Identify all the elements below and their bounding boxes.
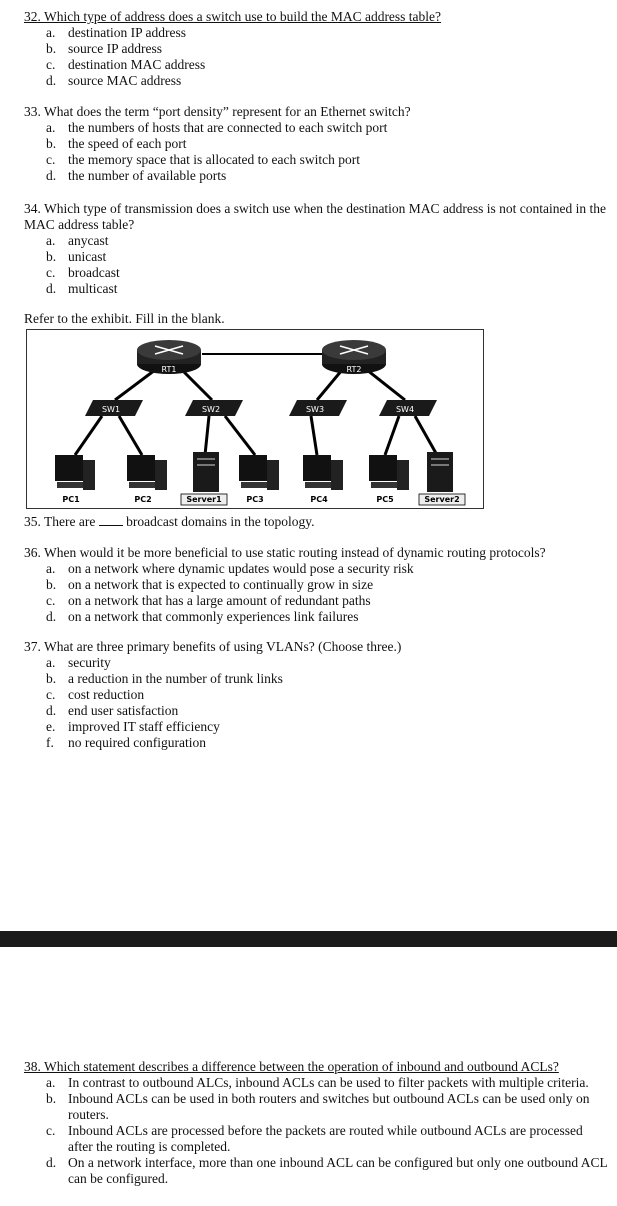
- question-stem: 33. What does the term “port density” represent for an Ethernet switch?: [24, 104, 411, 119]
- exhibit-intro: Refer to the exhibit. Fill in the blank.: [24, 311, 225, 326]
- question-stem: 32. Which type of address does a switch use to build the MAC address table?: [24, 9, 442, 24]
- option-text: source MAC address: [68, 73, 182, 88]
- option-text: the number of available ports: [68, 168, 227, 183]
- question-37: [24, 639, 609, 751]
- switch-label: SW3: [305, 405, 325, 414]
- option-b[interactable]: [24, 249, 609, 265]
- link-rt1-sw1: [115, 370, 155, 400]
- host-pc2[interactable]: [127, 455, 167, 504]
- option-b[interactable]: [24, 577, 609, 593]
- option-letter: d.: [46, 609, 57, 624]
- option-letter: d.: [46, 281, 57, 296]
- question-36: [24, 545, 609, 625]
- option-text: multicast: [68, 281, 118, 296]
- option-letter: c.: [46, 1123, 56, 1138]
- option-letter: c.: [46, 593, 56, 608]
- option-letter: d.: [46, 73, 57, 88]
- option-a[interactable]: [24, 25, 609, 41]
- option-letter: c.: [46, 152, 56, 167]
- option-text: no required configuration: [68, 735, 206, 750]
- link-rt2-sw3: [317, 370, 342, 400]
- option-d[interactable]: [24, 609, 609, 625]
- host-label: Server2: [424, 495, 460, 504]
- option-letter: a.: [46, 1075, 56, 1090]
- topology-diagram: [27, 330, 483, 508]
- access-links: [75, 416, 437, 455]
- option-c[interactable]: [24, 265, 609, 281]
- option-letter: a.: [46, 25, 56, 40]
- host-pc4[interactable]: [303, 455, 343, 504]
- option-letter: e.: [46, 719, 56, 734]
- question-34: [24, 201, 609, 297]
- uplinks: [115, 370, 405, 400]
- option-letter: d.: [46, 168, 57, 183]
- option-a[interactable]: [24, 233, 609, 249]
- question-35-tail: broadcast domains in the topology.: [122, 514, 315, 529]
- option-d[interactable]: [24, 703, 609, 719]
- option-text: improved IT staff efficiency: [68, 719, 220, 734]
- option-letter: a.: [46, 655, 56, 670]
- option-c[interactable]: [24, 57, 609, 73]
- option-text: source IP address: [68, 41, 162, 56]
- option-letter: b.: [46, 249, 57, 264]
- options-list: [24, 561, 609, 625]
- option-d[interactable]: [24, 73, 609, 89]
- option-text: the numbers of hosts that are connected to each switch port: [68, 120, 388, 135]
- question-38: [24, 1059, 609, 1187]
- option-letter: b.: [46, 577, 57, 592]
- option-a[interactable]: [24, 655, 609, 671]
- option-c[interactable]: [24, 687, 609, 703]
- option-text: In contrast to outbound ALCs, inbound ACLs can be used to filter packets with multiple criteria.: [68, 1075, 589, 1090]
- question-stem: 34. Which type of transmission does a switch use when the destination MAC address is not contained in the MAC address table?: [24, 201, 607, 232]
- question-32: [24, 9, 609, 89]
- option-letter: b.: [46, 1091, 57, 1106]
- option-text: the memory space that is allocated to each switch port: [68, 152, 361, 167]
- option-b[interactable]: [24, 41, 609, 57]
- option-letter: a.: [46, 561, 56, 576]
- option-text: on a network that is expected to continually grow in size: [68, 577, 374, 592]
- option-c[interactable]: [24, 152, 609, 168]
- host-label: PC5: [376, 495, 394, 504]
- option-text: the speed of each port: [68, 136, 187, 151]
- option-letter: c.: [46, 687, 56, 702]
- option-text: security: [68, 655, 111, 670]
- switch-sw2[interactable]: [185, 400, 243, 416]
- option-b[interactable]: [24, 671, 609, 687]
- options-list: [24, 25, 609, 89]
- option-text: destination MAC address: [68, 57, 206, 72]
- question-stem: 38. Which statement describes a difference between the operation of inbound and outbound ACLs?: [24, 1059, 559, 1074]
- option-a[interactable]: [24, 561, 609, 577]
- link-sw2-pc3: [225, 416, 255, 455]
- link-sw3-pc4: [311, 416, 317, 455]
- option-letter: c.: [46, 57, 56, 72]
- option-letter: a.: [46, 233, 56, 248]
- option-text: on a network that has a large amount of redundant paths: [68, 593, 371, 608]
- switch-sw1[interactable]: [85, 400, 143, 416]
- option-text: broadcast: [68, 265, 120, 280]
- host-label: Server1: [186, 495, 222, 504]
- options-list: [24, 233, 609, 297]
- host-label: PC3: [246, 495, 264, 504]
- host-pc5[interactable]: [369, 455, 409, 504]
- options-list: [24, 1075, 609, 1187]
- option-text: a reduction in the number of trunk links: [68, 671, 283, 686]
- host-label: PC2: [134, 495, 152, 504]
- option-text: cost reduction: [68, 687, 145, 702]
- option-letter: b.: [46, 136, 57, 151]
- option-text: anycast: [68, 233, 109, 248]
- router-rt1[interactable]: [137, 340, 201, 374]
- host-server2[interactable]: [419, 452, 465, 505]
- options-list: [24, 655, 609, 751]
- link-rt1-sw2: [182, 370, 212, 400]
- option-d[interactable]: [24, 1155, 609, 1187]
- option-f[interactable]: [24, 735, 609, 751]
- question-stem: 37. What are three primary benefits of using VLANs? (Choose three.): [24, 639, 402, 654]
- link-sw1-pc2: [119, 416, 142, 455]
- answer-blank[interactable]: [99, 513, 123, 526]
- options-list: [24, 120, 609, 184]
- switch-label: SW4: [395, 405, 415, 414]
- host-pc1[interactable]: [55, 455, 95, 504]
- option-letter: d.: [46, 1155, 57, 1170]
- router-rt2[interactable]: [322, 340, 386, 374]
- network-topology-figure: [26, 329, 484, 509]
- question-33: [24, 104, 609, 184]
- option-a[interactable]: [24, 1075, 609, 1091]
- host-label: PC4: [310, 495, 328, 504]
- router-label: RT2: [346, 365, 362, 374]
- host-server1[interactable]: [181, 452, 227, 505]
- switch-sw3[interactable]: [289, 400, 347, 416]
- option-b[interactable]: [24, 136, 609, 152]
- switch-label: SW2: [201, 405, 221, 414]
- option-c[interactable]: [24, 593, 609, 609]
- question-stem: 36. When would it be more beneficial to use static routing instead of dynamic routing protocols?: [24, 545, 546, 560]
- option-text: on a network where dynamic updates would pose a security risk: [68, 561, 414, 576]
- link-sw4-server2: [415, 416, 437, 455]
- option-text: On a network interface, more than one inbound ACL can be configured but only one outbound ACL can be configured.: [68, 1155, 608, 1186]
- option-letter: b.: [46, 671, 57, 686]
- option-letter: a.: [46, 120, 56, 135]
- link-sw4-pc5: [385, 416, 399, 455]
- option-text: unicast: [68, 249, 107, 264]
- question-35: [24, 513, 315, 530]
- router-label: RT1: [161, 365, 177, 374]
- link-sw1-pc1: [75, 416, 102, 455]
- link-rt2-sw4: [367, 370, 405, 400]
- option-c[interactable]: [24, 1123, 609, 1155]
- link-sw2-server1: [205, 416, 209, 455]
- switch-sw4[interactable]: [379, 400, 437, 416]
- option-text: destination IP address: [68, 25, 186, 40]
- question-35-lead: 35. There are: [24, 514, 99, 529]
- option-text: on a network that commonly experiences link failures: [68, 609, 359, 624]
- option-letter: f.: [46, 735, 54, 750]
- option-text: Inbound ACLs can be used in both routers and switches but outbound ACLs can be used only on routers.: [68, 1091, 590, 1122]
- option-letter: d.: [46, 703, 57, 718]
- option-d[interactable]: [24, 168, 609, 184]
- option-letter: b.: [46, 41, 57, 56]
- switch-label: SW1: [101, 405, 121, 414]
- host-pc3[interactable]: [239, 455, 279, 504]
- option-letter: c.: [46, 265, 56, 280]
- option-text: end user satisfaction: [68, 703, 179, 718]
- option-text: Inbound ACLs are processed before the packets are routed while outbound ACLs are processed after the routing is completed.: [68, 1123, 583, 1154]
- option-d[interactable]: [24, 281, 609, 297]
- option-a[interactable]: [24, 120, 609, 136]
- option-e[interactable]: [24, 719, 609, 735]
- option-b[interactable]: [24, 1091, 609, 1123]
- host-label: PC1: [62, 495, 80, 504]
- page-break-divider: [0, 931, 617, 947]
